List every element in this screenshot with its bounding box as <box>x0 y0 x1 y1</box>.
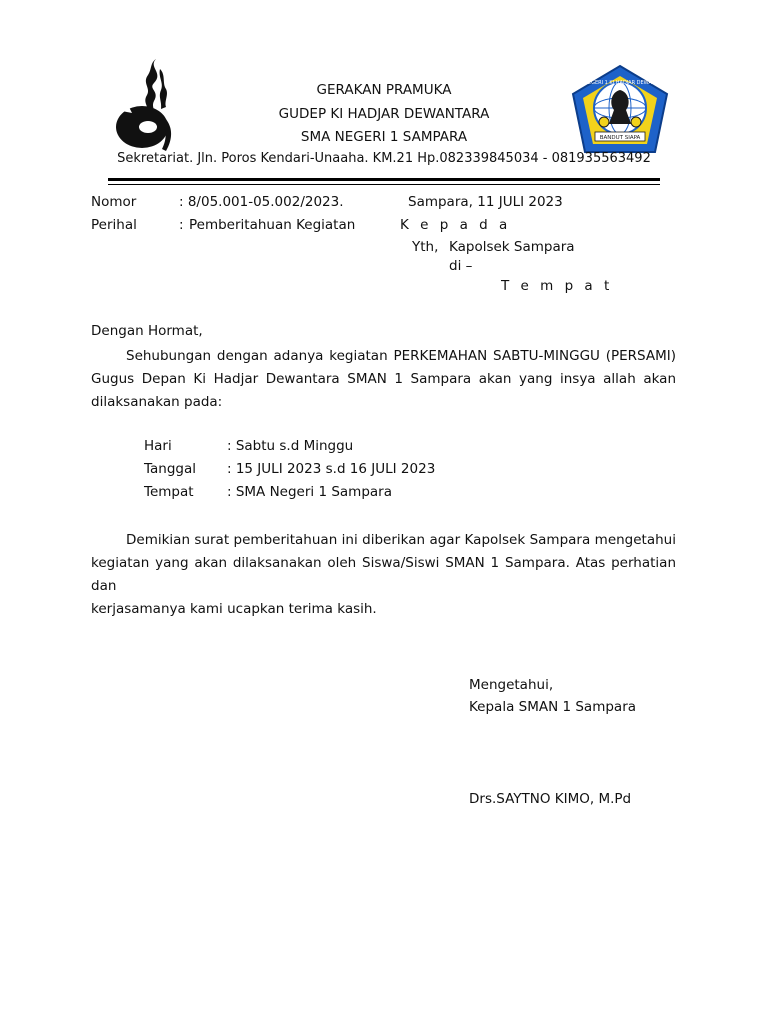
intro-line: dilaksanakan pada: <box>91 394 223 410</box>
detail-value: : SMA Negeri 1 Sampara <box>227 484 392 500</box>
closing-paragraph <box>91 529 676 621</box>
perihal-colon: : <box>179 217 184 233</box>
intro-line: Gugus Depan Ki Hadjar Dewantara SMAN 1 Sampara akan yang insya allah akan <box>91 371 676 387</box>
emblem-ring-text: SMA NEGERI 1 KI HADJAR DEWANTARA <box>571 80 669 86</box>
nomor-label: Nomor <box>91 194 137 210</box>
closing-line: Demikian surat pemberitahuan ini diberikan agar Kapolsek Sampara mengetahui <box>126 532 676 548</box>
recipient: Kapolsek Sampara <box>449 239 575 255</box>
detail-value: : Sabtu s.d Minggu <box>227 438 354 454</box>
closing-line: kerjasamanya kami ucapkan terima kasih. <box>91 601 377 617</box>
kepada-label: K e p a d a <box>400 217 511 233</box>
emblem-banner-text: BANDUT SIAPA <box>599 135 641 141</box>
yth-label: Yth, <box>412 239 439 255</box>
header-gudep: GUDEP KI HADJAR DEWANTARA <box>278 106 490 122</box>
nomor-value: : 8/05.001-05.002/2023. <box>179 194 344 210</box>
signature-name: Drs.SAYTNO KIMO, M.Pd <box>469 791 632 807</box>
header-organization: GERAKAN PRAMUKA <box>316 82 452 98</box>
header-divider-thick <box>108 178 660 181</box>
detail-label: Hari <box>144 438 172 454</box>
perihal-label: Perihal <box>91 217 137 233</box>
closing-line: kegiatan yang akan dilaksanakan oleh Siswa/Siswi SMAN 1 Sampara. Atas perhatian dan <box>91 555 676 594</box>
detail-label: Tempat <box>144 484 194 500</box>
header-divider-thin <box>108 184 660 185</box>
recipient-place: T e m p a t <box>501 278 613 294</box>
salutation: Dengan Hormat, <box>91 323 203 339</box>
signature-position: Kepala SMAN 1 Sampara <box>469 699 637 715</box>
header-school: SMA NEGERI 1 SAMPARA <box>300 129 468 145</box>
intro-line: Sehubungan dengan adanya kegiatan PERKEMAHAN SABTU-MINGGU (PERSAMI) <box>126 348 676 364</box>
signature-acknowledged: Mengetahui, <box>469 677 554 693</box>
detail-value: : 15 JULI 2023 s.d 16 JULI 2023 <box>227 461 436 477</box>
recipient-di: di – <box>449 258 473 274</box>
perihal-value: Pemberitahuan Kegiatan <box>189 217 356 233</box>
detail-label: Tanggal <box>144 461 197 477</box>
header-address: Sekretariat. Jln. Poros Kendari-Unaaha. KM.21 Hp.082339845034 - 081935563492 <box>117 151 651 166</box>
intro-paragraph <box>91 345 676 414</box>
letter-date: Sampara, 11 JULI 2023 <box>408 194 563 210</box>
